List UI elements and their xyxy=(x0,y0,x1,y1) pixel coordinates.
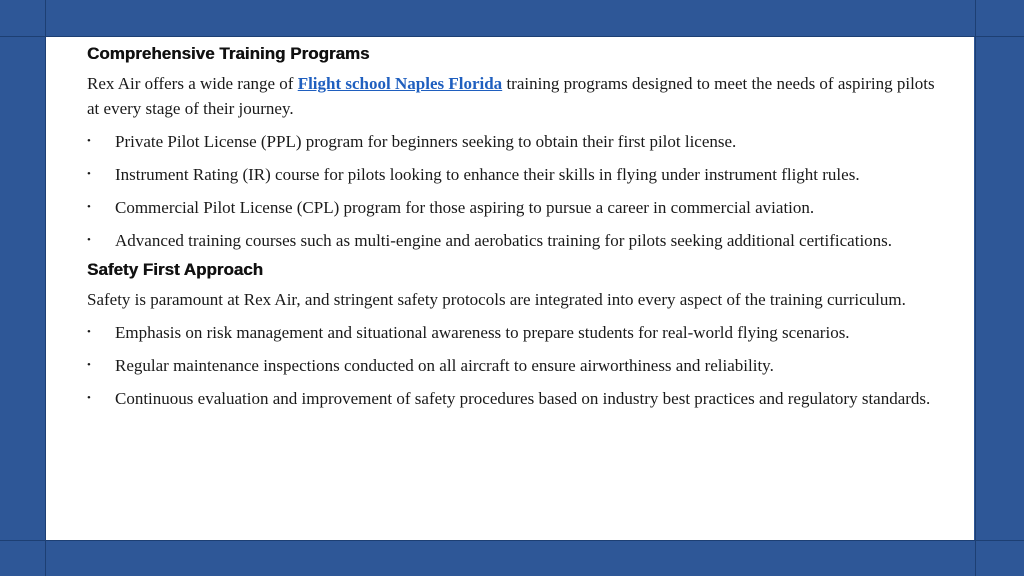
list-item xyxy=(87,353,946,378)
list-item xyxy=(87,228,946,253)
list-item xyxy=(87,386,946,411)
list-item-text: Emphasis on risk management and situational awareness to prepare students for real-world flying scenarios. xyxy=(115,323,850,342)
section-heading-safety: Safety First Approach xyxy=(87,260,264,279)
frame-border-bottom xyxy=(0,540,1024,541)
training-list xyxy=(87,129,946,253)
list-item-text: Instrument Rating (IR) course for pilots looking to enhance their skills in flying under instrument flight rules. xyxy=(115,165,860,184)
safety-list xyxy=(87,320,946,411)
list-item xyxy=(87,129,946,154)
training-intro xyxy=(87,71,946,121)
safety-intro: Safety is paramount at Rex Air, and stringent safety protocols are integrated into every aspect of the training curriculum. xyxy=(87,290,906,309)
bullet-icon: • xyxy=(87,201,91,213)
slide-content xyxy=(46,37,974,540)
list-item-text: Regular maintenance inspections conducted on all aircraft to ensure airworthiness and reliability. xyxy=(115,356,774,375)
intro-text-after: training programs designed to meet the needs of aspiring pilots at every stage of their journey. xyxy=(87,74,935,118)
list-item-text: Continuous evaluation and improvement of safety procedures based on industry best practices and regulatory standards. xyxy=(115,389,931,408)
bullet-icon: • xyxy=(87,234,91,246)
bullet-icon: • xyxy=(87,135,91,147)
bullet-icon: • xyxy=(87,392,91,404)
list-item-text: Private Pilot License (PPL) program for beginners seeking to obtain their first pilot license. xyxy=(115,132,737,151)
list-item xyxy=(87,195,946,220)
list-item xyxy=(87,320,946,345)
section-heading-training: Comprehensive Training Programs xyxy=(87,44,370,63)
flight-school-link[interactable]: Flight school Naples Florida xyxy=(297,74,503,93)
list-item xyxy=(87,162,946,187)
frame-border-right xyxy=(975,0,976,576)
bullet-icon: • xyxy=(87,168,91,180)
list-item-text: Advanced training courses such as multi-engine and aerobatics training for pilots seeking additional certifications. xyxy=(115,231,893,250)
bullet-icon: • xyxy=(87,359,91,371)
bullet-icon: • xyxy=(87,326,91,338)
list-item-text: Commercial Pilot License (CPL) program for those aspiring to pursue a career in commercial aviation. xyxy=(115,198,815,217)
intro-text-before: Rex Air offers a wide range of xyxy=(87,74,298,93)
